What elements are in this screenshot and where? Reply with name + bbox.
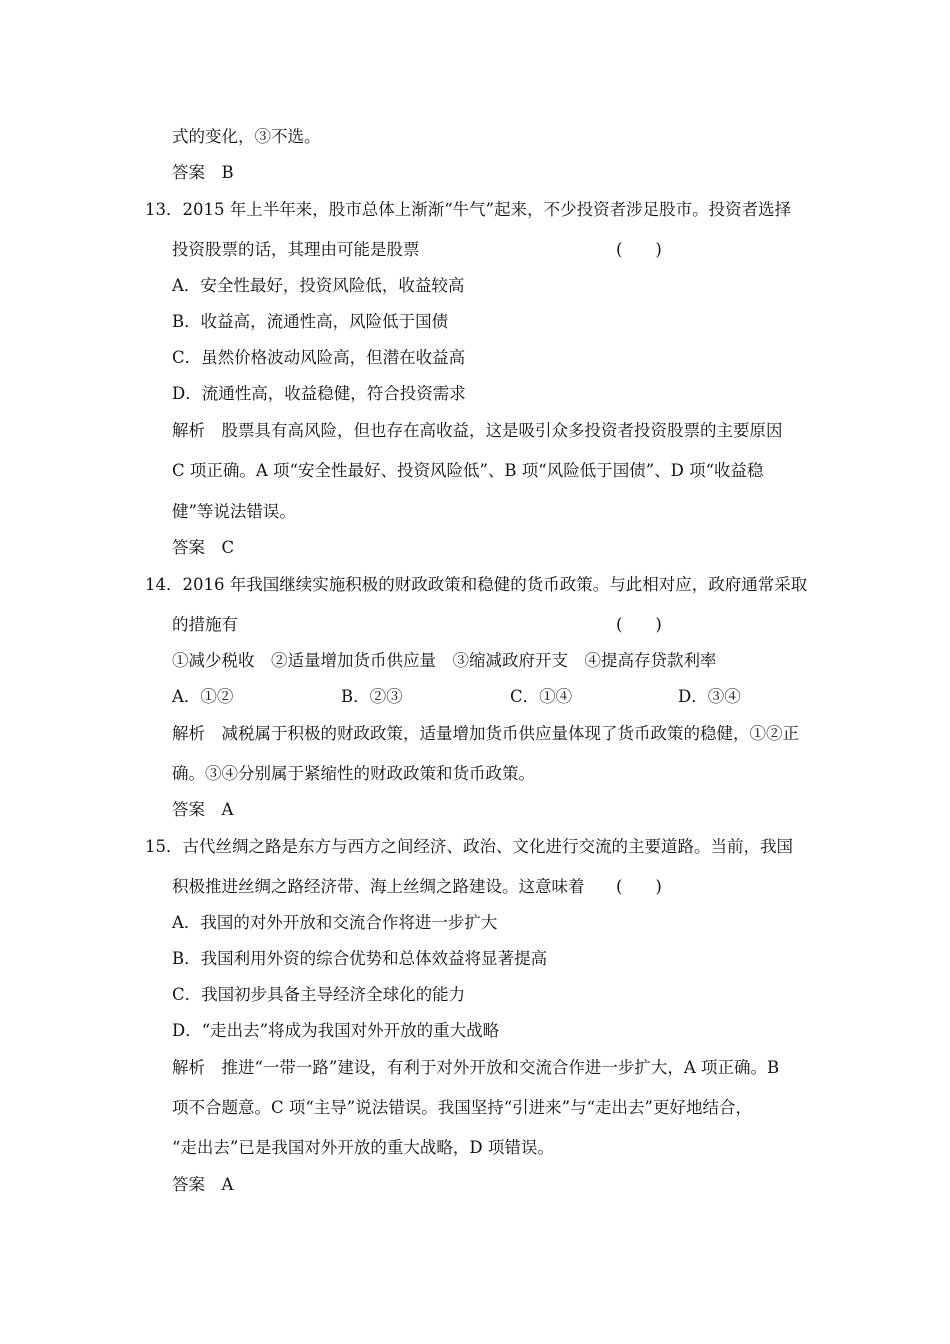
q15-option-d: D．“走出去”将成为我国对外开放的重大战略 — [172, 1021, 500, 1040]
q14-analysis-line1: 解析 减税属于积极的财政政策，适量增加货币供应量体现了货币政策的稳健，①②正 — [172, 724, 799, 743]
q15-option-a: A．我国的对外开放和交流合作将进一步扩大 — [172, 913, 498, 932]
q15-analysis-line1: 解析 推进“一带一路”建设，有利于对外开放和交流合作进一步扩大，A 项正确。B — [172, 1058, 780, 1077]
q13-option-b: B．收益高，流通性高，风险低于国债 — [172, 312, 449, 331]
q15-stem-line1: 15．古代丝绸之路是东方与西方之间经济、政治、文化进行交流的主要道路。当前，我国 — [145, 837, 793, 856]
q12-analysis-tail: 式的变化，③不选。 — [172, 127, 321, 146]
q15-answer-blank: ( ) — [616, 877, 662, 896]
q14-items: ①减少税收 ②适量增加货币供应量 ③缩减政府开支 ④提高存贷款利率 — [172, 651, 717, 670]
q13-option-c: C．虽然价格波动风险高，但潜在收益高 — [172, 348, 466, 367]
q14-stem-line1: 14．2016 年我国继续实施积极的财政政策和稳健的货币政策。与此相对应，政府通常采取 — [145, 575, 808, 594]
q15-analysis-line2: 项不合题意。C 项“主导”说法错误。我国坚持“引进来”与“走出去”更好地结合， — [172, 1098, 752, 1117]
q15-stem-line2: 积极推进丝绸之路经济带、海上丝绸之路建设。这意味着 — [172, 877, 585, 896]
q13-stem-line1: 13．2015 年上半年来，股市总体上渐渐“牛气”起来，不少投资者涉足股市。投资者选择 — [145, 200, 792, 219]
q13-analysis-line3: 健”等说法错误。 — [172, 502, 296, 521]
q14-option-c: C．①④ — [510, 687, 573, 706]
q15-option-c: C．我国初步具备主导经济全球化的能力 — [172, 985, 466, 1004]
q13-analysis-line2: C 项正确。A 项“安全性最好、投资风险低”、B 项“风险低于国债”、D 项“收益稳 — [172, 461, 764, 480]
q14-analysis-line2: 确。③④分别属于紧缩性的财政政策和货币政策。 — [172, 764, 535, 783]
q15-option-b: B．我国利用外资的综合优势和总体效益将显著提高 — [172, 949, 548, 968]
q14-answer-blank: ( ) — [616, 615, 662, 634]
q15-analysis-line3: “走出去”已是我国对外开放的重大战略，D 项错误。 — [172, 1138, 554, 1157]
q13-option-a: A．安全性最好，投资风险低，收益较高 — [172, 276, 465, 295]
q12-answer: 答案 B — [172, 163, 234, 182]
q14-option-b: B．②③ — [341, 687, 403, 706]
q14-option-d: D．③④ — [678, 687, 741, 706]
q13-analysis-line1: 解析 股票具有高风险，但也存在高收益，这是吸引众多投资者投资股票的主要原因 — [172, 421, 783, 440]
q15-answer: 答案 A — [172, 1175, 234, 1194]
q13-answer: 答案 C — [172, 538, 235, 557]
q14-stem-line2: 的措施有 — [172, 615, 238, 634]
q13-stem-line2: 投资股票的话，其理由可能是股票 — [172, 240, 420, 259]
q14-answer: 答案 A — [172, 800, 234, 819]
q14-option-a: A．①② — [172, 687, 234, 706]
q13-answer-blank: ( ) — [616, 240, 662, 259]
q13-option-d: D．流通性高，收益稳健，符合投资需求 — [172, 384, 466, 403]
